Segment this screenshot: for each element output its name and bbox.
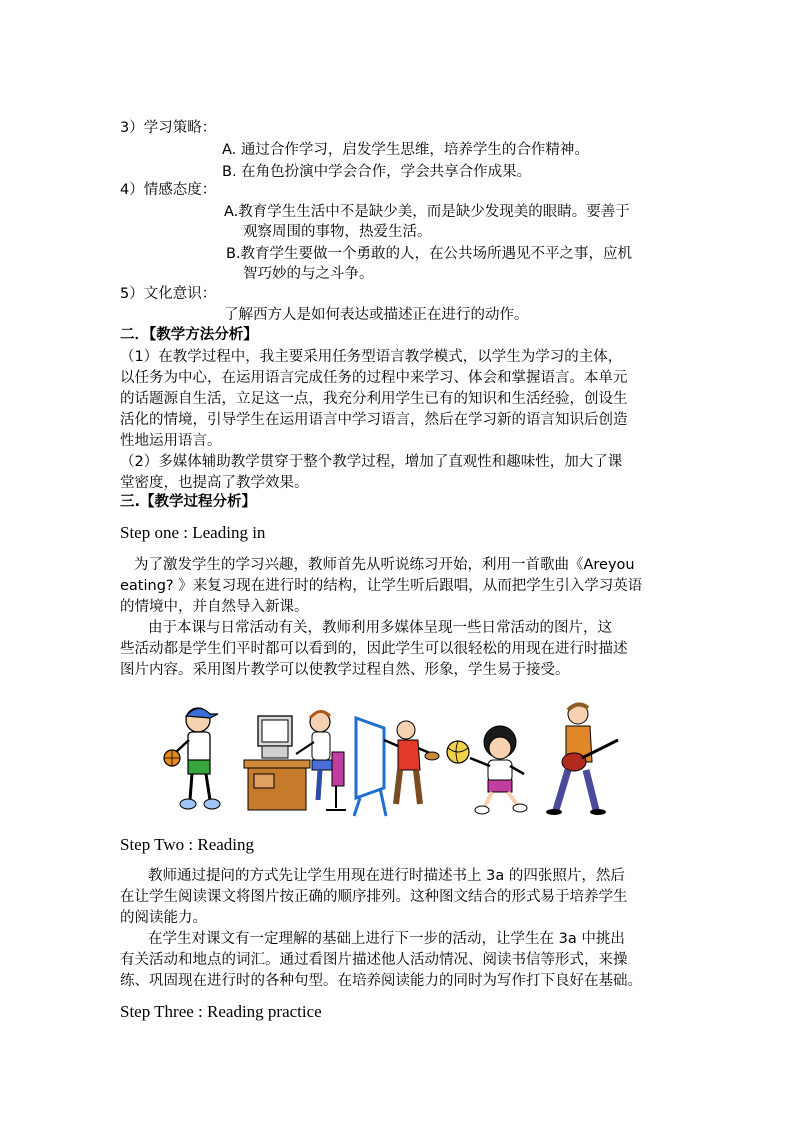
activity-illustrations [160, 700, 630, 818]
culture-text: 了解西方人是如何表达或描述正在进行的动作。 [224, 307, 529, 323]
strategy-item-b: B. 在角色扮演中学会合作，学会共享合作成果。 [222, 164, 532, 180]
guitarist-illustration [546, 700, 626, 818]
emotion-item-a-line2: 观察周围的事物，热爱生活。 [243, 224, 432, 240]
emotion-heading: 4）情感态度： [120, 182, 217, 198]
process-heading: 三.【教学过程分析】 [120, 494, 257, 510]
method-p1-line: 以任务为中心，在运用语言完成任务的过程中来学习、体会和掌握语言。本单元 [120, 370, 628, 386]
method-p1-line: 活化的情境，引导学生在运用语言中学习语言，然后在学习新的语言知识后创造 [120, 412, 628, 428]
step-two-p2-line: 在学生对课文有一定理解的基础上进行下一步的活动，让学生在 3a 中挑出 [148, 931, 625, 947]
method-p2-line: （2）多媒体辅助教学贯穿于整个教学过程，增加了直观性和趣味性，加大了课 [120, 454, 623, 470]
strategy-heading: 3）学习策略： [120, 120, 217, 136]
method-p1-line: 的话题源自生活，立足这一点，我充分利用学生已有的知识和生活经验，创设生 [120, 391, 628, 407]
volleyball-player-illustration [444, 700, 534, 818]
step-two-p2-line: 练、巩固现在进行时的各种句型。在培养阅读能力的同时为写作打下良好在基础。 [120, 973, 642, 989]
emotion-item-b-line1: B.教育学生要做一个勇敢的人，在公共场所遇见不平之事，应机 [226, 246, 633, 262]
method-heading: 二．【教学方法分析】 [120, 327, 258, 343]
emotion-item-a-line1: A.教育学生生活中不是缺少美，而是缺少发现美的眼睛。要善于 [224, 204, 630, 220]
method-p1-line: 性地运用语言。 [120, 433, 222, 449]
step-one-p1-line: 的情境中，并自然导入新课。 [120, 599, 309, 615]
method-p2-line: 堂密度，也提高了教学效果。 [120, 475, 309, 491]
strategy-item-a: A. 通过合作学习，启发学生思维，培养学生的合作精神。 [222, 142, 589, 158]
step-one-p1-line: 为了激发学生的学习兴趣，教师首先从听说练习开始，利用一首歌曲《Areyou [134, 557, 635, 573]
step-two-p1-line: 教师通过提问的方式先让学生用现在进行时描述书上 3a 的四张照片，然后 [148, 868, 625, 884]
step-two-p1-line: 的阅读能力。 [120, 910, 207, 926]
step-one-p2-line: 由于本课与日常活动有关，教师利用多媒体呈现一些日常活动的图片，这 [148, 620, 612, 636]
basketball-player-illustration [160, 700, 235, 818]
step-two-p2-line: 有关活动和地点的词汇。通过看图片描述他人活动情况、阅读书信等形式，来操 [120, 952, 628, 968]
culture-heading: 5）文化意识： [120, 286, 217, 302]
step-two-title: Step Two : Reading [120, 835, 255, 854]
painter-illustration [348, 700, 440, 818]
computer-user-illustration [240, 700, 350, 818]
step-one-title: Step one : Leading in [120, 523, 266, 542]
step-two-p1-line: 在让学生阅读课文将图片按正确的顺序排列。这种图文结合的形式易于培养学生 [120, 889, 628, 905]
emotion-item-b-line2: 智巧妙的与之斗争。 [243, 266, 374, 282]
step-one-p1-line: eating? 》来复习现在进行时的结构，让学生听后跟唱，从而把学生引入学习英语 [120, 578, 643, 594]
step-one-p2-line: 图片内容。采用图片教学可以使教学过程自然、形象，学生易于接受。 [120, 662, 570, 678]
step-one-p2-line: 些活动都是学生们平时都可以看到的，因此学生可以很轻松的用现在进行时描述 [120, 641, 628, 657]
step-three-title: Step Three : Reading practice [120, 1002, 322, 1021]
method-p1-line: （1）在教学过程中，我主要采用任务型语言教学模式，以学生为学习的主体， [120, 349, 623, 365]
